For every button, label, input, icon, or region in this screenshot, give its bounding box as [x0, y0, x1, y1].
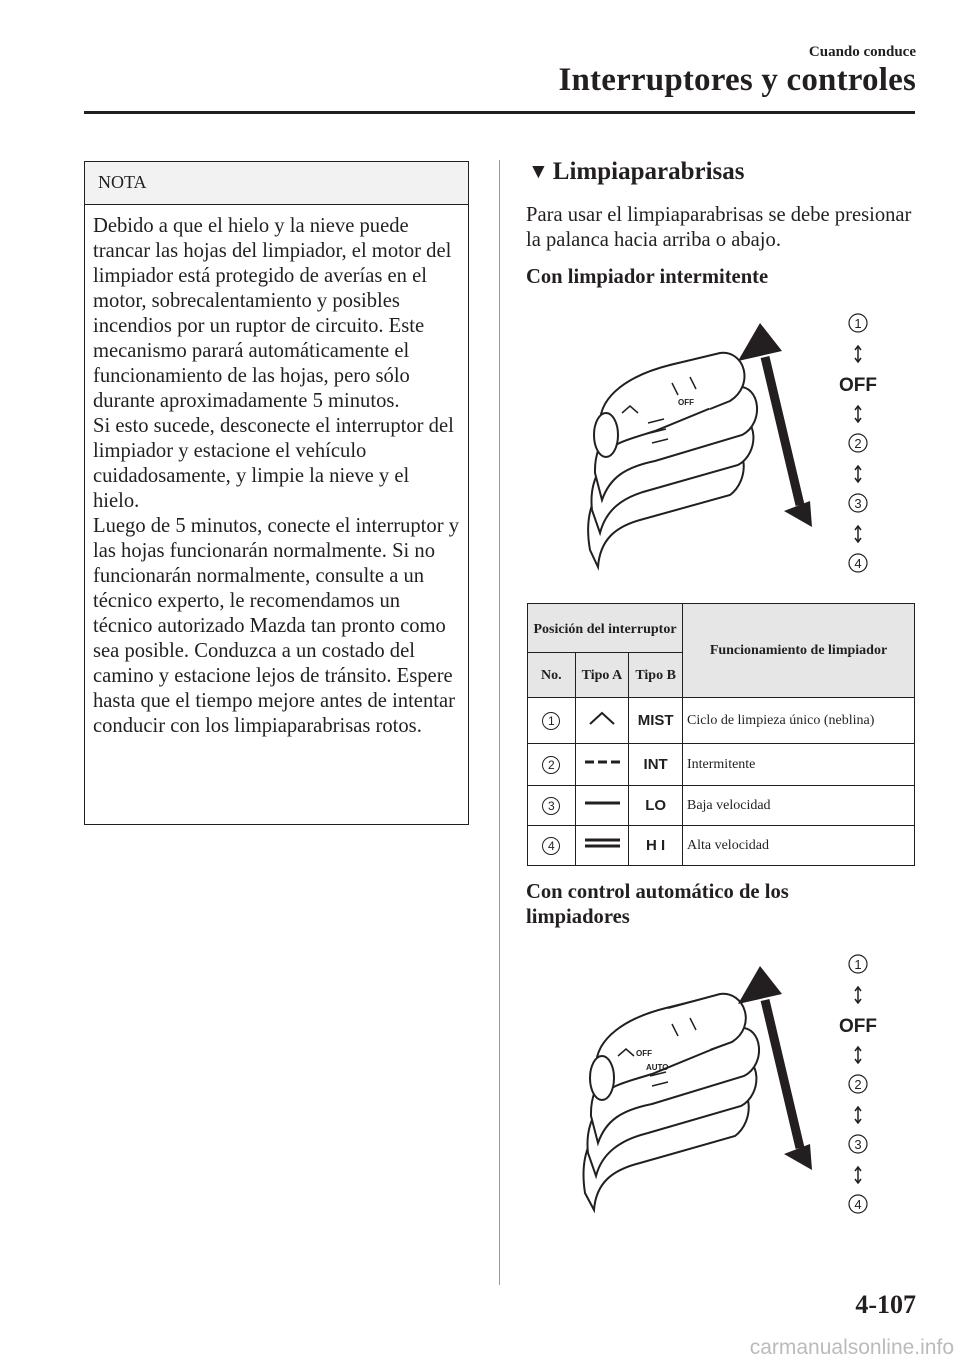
- tipo-b-label: MIST: [637, 711, 674, 729]
- table-row: [528, 786, 915, 826]
- lever-tip: [594, 413, 618, 457]
- position-2-label: 2: [854, 1077, 862, 1092]
- row-number: 4: [542, 837, 560, 855]
- lever-off-label: OFF: [678, 398, 694, 407]
- wiper-position-table: [527, 603, 915, 866]
- small-updown-arrow-icon: [855, 346, 861, 362]
- function-text: Baja velocidad: [682, 786, 914, 826]
- high-speed-symbol-icon: [582, 836, 622, 850]
- position-4-label: 4: [854, 556, 862, 571]
- tipo-b-label: LO: [645, 796, 667, 814]
- section-intro: Para usar el limpiaparabrisas se debe presionar la palanca hacia arriba o abajo.: [526, 204, 912, 251]
- position-4-label: 4: [854, 1197, 862, 1212]
- small-updown-arrow-icon: [855, 987, 861, 1003]
- table-row: [528, 826, 915, 866]
- lever-tip: [590, 1056, 614, 1100]
- intermittent-symbol-icon: [582, 756, 622, 768]
- position-3-label: 3: [854, 496, 862, 511]
- lever-off-label: OFF: [636, 1049, 652, 1058]
- header-rule: [84, 111, 915, 114]
- position-off-label: OFF: [839, 1016, 877, 1037]
- small-updown-arrow-icon: [855, 1167, 861, 1183]
- row-number: 2: [542, 756, 560, 774]
- small-updown-arrow-icon: [855, 466, 861, 482]
- position-1-label: 1: [854, 957, 862, 972]
- lever-auto-label: AUTO: [646, 1063, 669, 1072]
- th-function: Funcionamiento de limpiador: [682, 604, 914, 698]
- column-divider: [499, 160, 500, 1285]
- running-header-section: Cuando conduce: [808, 44, 916, 60]
- wiper-lever-figure-2: [560, 948, 890, 1228]
- small-updown-arrow-icon: [855, 1107, 861, 1123]
- note-body: [85, 205, 468, 739]
- note-paragraph-1: Debido a que el hielo y la nieve puede trancar las hojas del limpiador, el motor del limpiador está protegido de averías en el motor, sobrecalentamiento y posibles incendios por un ruptor de circuito. Este mecanismo parará automáticamente el funcionamiento de las hojas, pero sólo durante aproximadamente 5 minutos.: [93, 215, 452, 412]
- th-tipo-b: Tipo B: [629, 653, 683, 698]
- mist-symbol-icon: [584, 708, 620, 728]
- table-row: [528, 698, 915, 744]
- position-1-label: 1: [854, 316, 862, 331]
- note-paragraph-3: Luego de 5 minutos, conecte el interruptor y las hojas funcionarán normalmente. Si no funcionarán normalmente, consulte a un técnico experto, le recomendamos un técnico autorizado Mazda tan pronto como sea posible. Conduzca a un costado del camino y estacione lejos de tránsito. Espere hasta que el tiempo mejore antes de intentar conducir con los limpiaparabrisas rotos.: [93, 515, 460, 737]
- subheading-automatic: Con control automático de los limpiadores: [526, 881, 789, 928]
- watermark: carmanualsonline.info: [749, 1336, 954, 1359]
- note-paragraph-2: Si esto sucede, desconecte el interruptor del limpiador y estacione el vehículo cuidadosamente, y limpie la nieve y el hielo.: [93, 415, 454, 512]
- page-number: 4-107: [855, 1290, 916, 1319]
- row-number: 1: [542, 712, 560, 730]
- low-speed-symbol-icon: [582, 797, 622, 809]
- wiper-lever-figure-1: [560, 305, 890, 590]
- note-box: [84, 161, 469, 825]
- function-text: Intermitente: [682, 744, 914, 786]
- section-title-text: Limpiaparabrisas: [552, 158, 745, 185]
- th-tipo-a: Tipo A: [575, 653, 629, 698]
- tipo-b-label: H I: [646, 836, 666, 854]
- small-updown-arrow-icon: [855, 526, 861, 542]
- table-row: [528, 744, 915, 786]
- small-updown-arrow-icon: [855, 1047, 861, 1063]
- section-title: [528, 158, 745, 186]
- running-header-chapter: Interruptores y controles: [558, 62, 916, 98]
- function-text: Ciclo de limpieza único (neblina): [682, 698, 914, 744]
- tipo-b-label: INT: [643, 755, 668, 773]
- triangle-bullet-icon: ▼: [528, 159, 549, 183]
- th-position: Posición del interruptor: [528, 604, 683, 653]
- subheading-intermittent: Con limpiador intermitente: [526, 266, 769, 288]
- position-3-label: 3: [854, 1137, 862, 1152]
- function-text: Alta velocidad: [682, 826, 914, 866]
- position-2-label: 2: [854, 436, 862, 451]
- small-updown-arrow-icon: [855, 406, 861, 422]
- row-number: 3: [542, 797, 560, 815]
- note-title: NOTA: [85, 162, 468, 205]
- position-off-label: OFF: [839, 375, 877, 396]
- th-no: No.: [528, 653, 576, 698]
